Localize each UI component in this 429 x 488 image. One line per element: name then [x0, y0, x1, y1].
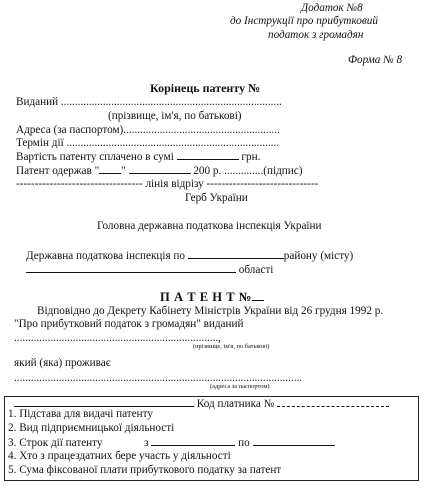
- authority-label: Головна державна податкова інспекція України: [97, 220, 322, 232]
- patent-title-line: [160, 291, 264, 304]
- emblem-label: Герб України: [185, 192, 248, 204]
- validity-from-field: [151, 436, 235, 446]
- tax-label: податок з громадян: [268, 29, 364, 41]
- patent-name-hint: (прізвище, ім'я, по батькові): [193, 343, 270, 350]
- patent-number-field: [252, 291, 264, 301]
- region-field: [26, 263, 236, 273]
- stub-received-label: Патент одержав ": [16, 165, 100, 177]
- inspection-line: [26, 249, 353, 263]
- patent-title: П А Т Е Н Т №: [160, 290, 252, 304]
- row-validity: [8, 436, 335, 450]
- patent-name-dots: .........................................................................,: [14, 332, 221, 344]
- address-hint: (адреса за паспортом): [210, 383, 270, 390]
- stub-cost-field: [177, 150, 239, 160]
- region-line: [26, 263, 273, 277]
- decree-line-1: Відповідно до Декрету Кабінету Міністрів України від 26 грудня 1992 р.: [37, 305, 384, 317]
- stub-day-field: [99, 164, 121, 174]
- decree-line-2: "Про прибутковий податок з громадян" виданий: [14, 318, 244, 330]
- stub-cost-line: [16, 150, 260, 164]
- stub-name-hint: (прізвище, ім'я, по батькові): [108, 110, 242, 122]
- row-tax-amount: 5. Сума фіксованої плати прибуткового податку за патент: [8, 464, 282, 476]
- inspection-district-label: району (місту): [283, 250, 354, 262]
- stub-month-field: [129, 164, 191, 174]
- validity-to-label: по: [238, 437, 250, 449]
- validity-label: 3. Строк дії патенту: [8, 437, 103, 449]
- validity-from-label: з: [144, 437, 149, 449]
- stub-title: Корінець патенту №: [150, 81, 261, 95]
- stub-issued-to: Виданий ...............................................................................: [16, 96, 282, 108]
- stub-term: Термін дії ............................................................................: [16, 137, 280, 149]
- inspection-district-field: [188, 249, 284, 259]
- stub-received-line: [16, 164, 302, 178]
- row-activity-type: 2. Вид підприємницької діяльності: [8, 422, 175, 434]
- region-label: області: [238, 264, 274, 276]
- payer-code-label: Код платника №: [196, 398, 275, 410]
- stub-quote: ": [121, 165, 126, 177]
- resides-label: який (яка) проживає: [14, 357, 111, 369]
- row-participants: 4. Хто з працездатних бере участь у діяльності: [8, 450, 231, 462]
- instruction-label: до Інструкції про прибутковий: [230, 15, 378, 27]
- validity-to-field: [253, 436, 335, 446]
- stub-cost-label: Вартість патенту сплачено в сумі: [16, 151, 174, 163]
- stub-year-signature: 200 р. ..............(підпис): [193, 165, 303, 177]
- stub-cost-currency: грн.: [241, 151, 261, 163]
- inspection-label: Державна податкова інспекція по: [26, 250, 185, 262]
- form-number: Форма № 8: [348, 54, 403, 66]
- cut-line: ---------------------------------- лінія відрізу ------------------------------: [16, 178, 319, 190]
- address-dots: .......................................................................................................: [14, 372, 303, 384]
- row-basis: 1. Підстава для видачі патенту: [8, 408, 153, 420]
- stub-address: Адреса (за паспортом)........................................................: [16, 124, 280, 136]
- addendum-label: Додаток №8: [301, 2, 363, 14]
